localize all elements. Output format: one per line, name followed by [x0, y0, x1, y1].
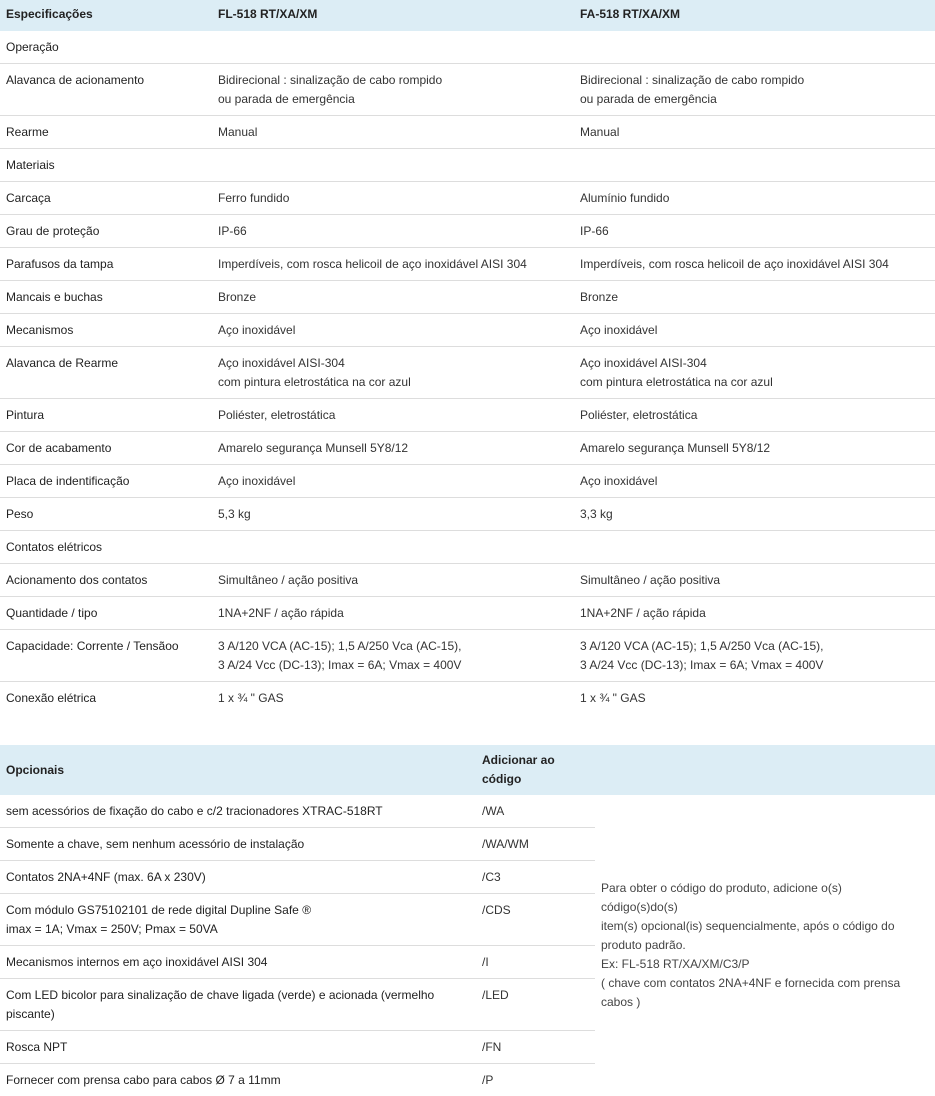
spec-value-fa: Aço inoxidável — [574, 465, 935, 498]
spec-label: Grau de proteção — [0, 215, 212, 248]
spec-value-fl: 1NA+2NF / ação rápida — [212, 597, 574, 630]
option-code: /C3 — [476, 861, 595, 894]
spec-value-fa: Alumínio fundido — [574, 182, 935, 215]
option-row — [0, 828, 935, 861]
spec-row — [0, 64, 935, 116]
spec-value-fa — [574, 531, 935, 564]
spec-label: Alavanca de acionamento — [0, 64, 212, 116]
spec-label: Rearme — [0, 116, 212, 149]
spec-value-fa — [574, 149, 935, 182]
option-code: /I — [476, 946, 595, 979]
spec-value-fa: Aço inoxidável — [574, 314, 935, 347]
spec-row — [0, 116, 935, 149]
spec-row — [0, 399, 935, 432]
spec-value-fl — [212, 149, 574, 182]
option-code: /CDS — [476, 894, 595, 946]
option-row — [0, 795, 935, 828]
spec-value-fa: 1NA+2NF / ação rápida — [574, 597, 935, 630]
spec-row — [0, 248, 935, 281]
spec-label: Quantidade / tipo — [0, 597, 212, 630]
spec-value-fa: 1 x ¾ " GAS — [580, 691, 646, 705]
spec-value-fa: 3 A/120 VCA (AC-15); 1,5 A/250 Vca (AC-15), 3 A/24 Vcc (DC-13); Imax = 6A; Vmax = 400V — [574, 630, 935, 682]
note-spacer — [595, 1064, 935, 1096]
spec-value-fa: Aço inoxidável AISI-304 com pintura eletrostática na cor azul — [574, 347, 935, 399]
spec-row — [0, 630, 935, 682]
spec-value-fa: Bronze — [574, 281, 935, 314]
spec-value-fl: Aço inoxidável AISI-304 com pintura eletrostática na cor azul — [212, 347, 574, 399]
option-description: Com módulo GS75102101 de rede digital Dupline Safe ® imax = 1A; Vmax = 250V; Pmax = 50VA — [0, 894, 476, 946]
spec-row — [0, 314, 935, 347]
spec-value-fl: Ferro fundido — [212, 182, 574, 215]
spec-value-fa: IP-66 — [574, 215, 935, 248]
spec-value-fl: Amarelo segurança Munsell 5Y8/12 — [212, 432, 574, 465]
option-description: Mecanismos internos em aço inoxidável AISI 304 — [0, 946, 476, 979]
options-table — [0, 745, 935, 1096]
spec-value-fl: 1 x ¾ " GAS — [218, 691, 284, 705]
spec-label: Peso — [0, 498, 212, 531]
spec-value-fa: Bidirecional : sinalização de cabo rompido ou parada de emergência — [574, 64, 935, 116]
note-spacer — [595, 828, 935, 861]
spec-label: Alavanca de Rearme — [0, 347, 212, 399]
spec-value-fa: Simultâneo / ação positiva — [574, 564, 935, 597]
specifications-header-row — [0, 0, 935, 31]
header-options: Opcionais — [0, 745, 476, 795]
header-model-fa518: FA-518 RT/XA/XM — [574, 0, 935, 31]
spec-value-fl: Bidirecional : sinalização de cabo rompido ou parada de emergência — [212, 64, 574, 116]
option-code: /P — [482, 1073, 494, 1087]
option-code: /FN — [476, 1031, 595, 1064]
option-description: Fornecer com prensa cabo para cabos Ø 7 a 11mm — [6, 1073, 281, 1087]
spec-label: Acionamento dos contatos — [0, 564, 212, 597]
option-row — [0, 861, 935, 894]
spec-label: Conexão elétrica — [6, 691, 97, 705]
spec-value-fl: Manual — [212, 116, 574, 149]
option-description: Somente a chave, sem nenhum acessório de instalação — [0, 828, 476, 861]
spec-value-fl: Aço inoxidável — [212, 314, 574, 347]
spec-value-fa: Manual — [574, 116, 935, 149]
spec-row — [0, 432, 935, 465]
spec-value-fl — [212, 531, 574, 564]
spec-row — [0, 682, 935, 715]
spec-label: Capacidade: Corrente / Tensãoo — [0, 630, 212, 682]
option-description: Rosca NPT — [0, 1031, 476, 1064]
spec-row — [0, 465, 935, 498]
option-code: /WA — [476, 795, 595, 828]
spec-value-fl: Aço inoxidável — [212, 465, 574, 498]
spec-row — [0, 149, 935, 182]
spec-label: Contatos elétricos — [0, 531, 212, 564]
spec-value-fa: Imperdíveis, com rosca helicoil de aço inoxidável AISI 304 — [574, 248, 935, 281]
spec-row — [0, 215, 935, 248]
spec-value-fl — [212, 31, 574, 64]
option-description: Contatos 2NA+4NF (max. 6A x 230V) — [0, 861, 476, 894]
note-spacer — [595, 795, 935, 828]
section-spacer — [0, 714, 935, 745]
spec-row — [0, 531, 935, 564]
spec-label: Carcaça — [0, 182, 212, 215]
spec-value-fl: 5,3 kg — [212, 498, 574, 531]
spec-value-fl: Poliéster, eletrostática — [212, 399, 574, 432]
spec-label: Operação — [0, 31, 212, 64]
header-empty — [595, 745, 935, 795]
spec-row — [0, 31, 935, 64]
spec-label: Cor de acabamento — [0, 432, 212, 465]
spec-value-fa: 3,3 kg — [574, 498, 935, 531]
spec-label: Mecanismos — [0, 314, 212, 347]
spec-value-fl: Imperdíveis, com rosca helicoil de aço inoxidável AISI 304 — [212, 248, 574, 281]
option-code: /LED — [476, 979, 595, 1031]
spec-row — [0, 182, 935, 215]
spec-label: Pintura — [0, 399, 212, 432]
option-description: Com LED bicolor para sinalização de chave ligada (verde) e acionada (vermelho piscante) — [0, 979, 476, 1031]
ordering-note: Para obter o código do produto, adicione o(s) código(s)do(s) item(s) opcional(is) sequencialmente, após o código do produto padrão. Ex: FL-518 RT/XA/XM/C3/P ( chave com contatos 2NA+4NF e fornecida com prensa cabos ) — [601, 881, 901, 1009]
header-specifications: Especificações — [0, 0, 212, 31]
spec-row — [0, 347, 935, 399]
spec-label: Placa de indentificação — [0, 465, 212, 498]
option-description: sem acessórios de fixação do cabo e c/2 tracionadores XTRAC-518RT — [0, 795, 476, 828]
spec-value-fl: Simultâneo / ação positiva — [212, 564, 574, 597]
spec-row — [0, 597, 935, 630]
spec-label: Parafusos da tampa — [0, 248, 212, 281]
spec-value-fa — [574, 31, 935, 64]
spec-row — [0, 564, 935, 597]
header-model-fl518: FL-518 RT/XA/XM — [212, 0, 574, 31]
option-row — [0, 1031, 935, 1064]
spec-value-fl: Bronze — [212, 281, 574, 314]
spec-value-fl: IP-66 — [212, 215, 574, 248]
note-spacer — [595, 1031, 935, 1064]
spec-label: Mancais e buchas — [0, 281, 212, 314]
spec-value-fa: Amarelo segurança Munsell 5Y8/12 — [574, 432, 935, 465]
spec-value-fl: 3 A/120 VCA (AC-15); 1,5 A/250 Vca (AC-15), 3 A/24 Vcc (DC-13); Imax = 6A; Vmax = 400V — [212, 630, 574, 682]
options-header-row — [0, 745, 935, 795]
option-row — [0, 1064, 935, 1096]
spec-value-fa: Poliéster, eletrostática — [574, 399, 935, 432]
spec-row — [0, 281, 935, 314]
header-add-to-code: Adicionar ao código — [476, 745, 595, 795]
spec-row — [0, 498, 935, 531]
spec-label: Materiais — [0, 149, 212, 182]
option-code: /WA/WM — [476, 828, 595, 861]
